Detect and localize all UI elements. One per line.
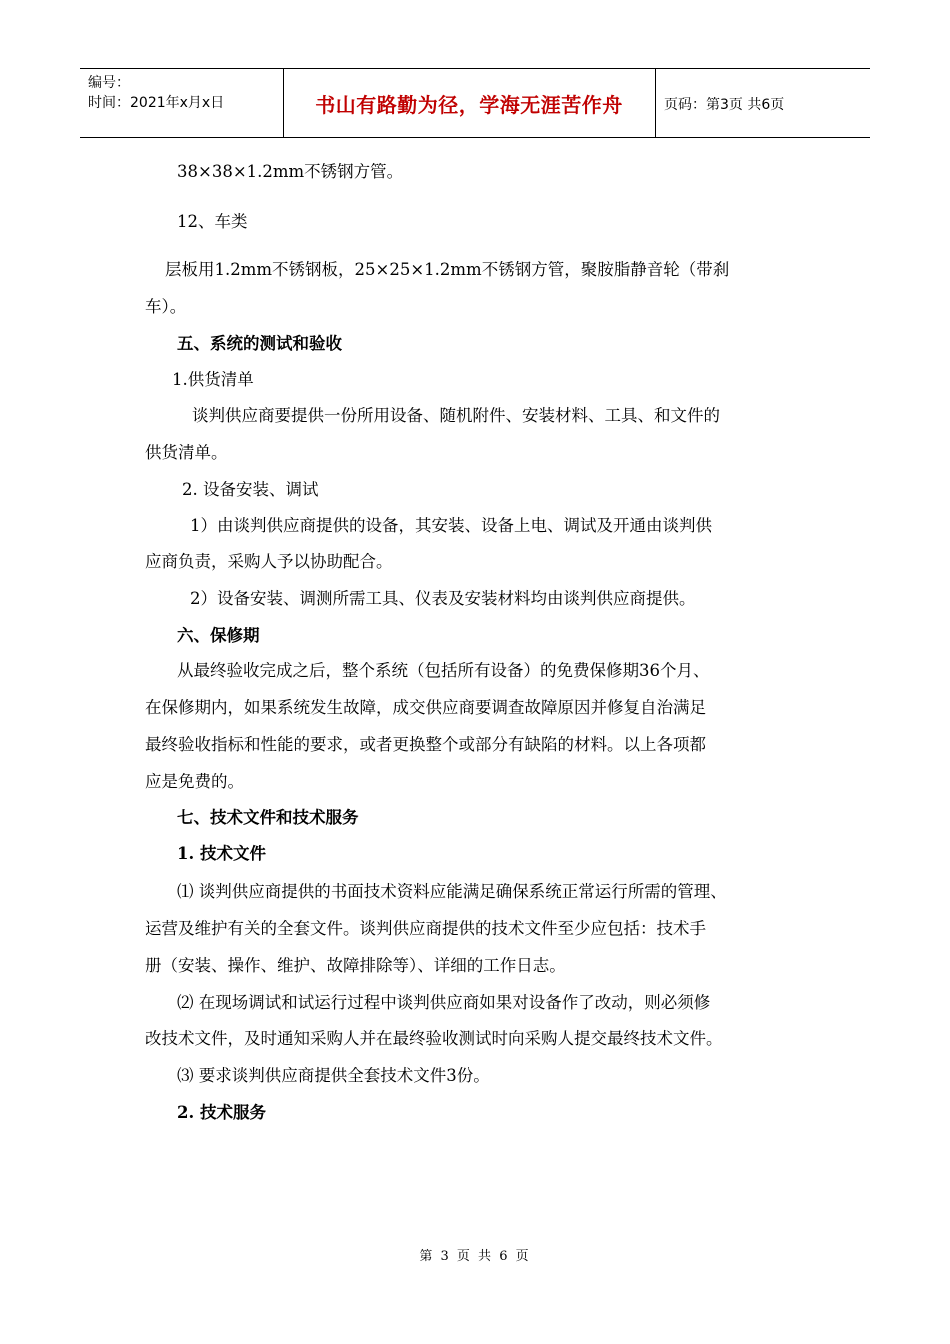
text-line: ⑶ 要求谈判供应商提供全套技术文件3份。 (177, 1066, 490, 1085)
section-heading: 七、技术文件和技术服务 (177, 808, 359, 827)
subsection-heading: 2. 技术服务 (177, 1103, 266, 1122)
header-meta (88, 73, 224, 113)
text-line: 层板用1.2mm不锈钢板，25×25×1.2mm不锈钢方管，聚胺脂静音轮（带刹 (165, 260, 730, 279)
text-line: ⑴ 谈判供应商提供的书面技术资料应能满足确保系统正常运行所需的管理、 (177, 882, 727, 901)
header-number: 编号： (88, 75, 130, 91)
text-line: 最终验收指标和性能的要求，或者更换整个或部分有缺陷的材料。以上各项都 (145, 735, 706, 754)
header-motto: 书山有路勤为径，学海无涯苦作舟 (315, 93, 623, 117)
subsection-heading: 2. 设备安装、调试 (182, 480, 319, 499)
text-line: 应是免费的。 (145, 772, 244, 791)
section-heading: 六、保修期 (177, 626, 260, 645)
header-time: 时间：2021年x月x日 (88, 95, 225, 111)
subsection-heading: 1.供货清单 (172, 370, 254, 389)
section-heading: 12、车类 (177, 212, 248, 231)
text-line: 应商负责，采购人予以协助配合。 (145, 552, 393, 571)
text-line: 册（安装、操作、维护、故障排除等）、详细的工作日志。 (145, 956, 566, 975)
header-divider (655, 69, 656, 137)
text-line: 从最终验收完成之后，整个系统（包括所有设备）的免费保修期36个月、 (177, 661, 710, 680)
header-page-info: 页码：第3页 共6页 (664, 97, 785, 113)
text-line: 38×38×1.2mm不锈钢方管。 (177, 162, 404, 181)
text-line: ⑵ 在现场调试和试运行过程中谈判供应商如果对设备作了改动，则必须修 (177, 993, 711, 1012)
text-line: 运营及维护有关的全套文件。谈判供应商提供的技术文件至少应包括：技术手 (145, 919, 706, 938)
page-header (80, 68, 870, 138)
section-heading: 五、系统的测试和验收 (177, 334, 342, 353)
text-line: 1）由谈判供应商提供的设备，其安装、设备上电、调试及开通由谈判供 (190, 516, 712, 535)
text-line: 在保修期内，如果系统发生故障，成交供应商要调查故障原因并修复自治满足 (145, 698, 706, 717)
text-line: 改技术文件，及时通知采购人并在最终验收测试时向采购人提交最终技术文件。 (145, 1029, 723, 1048)
subsection-heading: 1. 技术文件 (177, 844, 266, 863)
page-footer: 第 3 页 共 6 页 (419, 1249, 531, 1264)
text-line: 2）设备安装、调测所需工具、仪表及安装材料均由谈判供应商提供。 (190, 589, 696, 608)
text-line: 谈判供应商要提供一份所用设备、随机附件、安装材料、工具、和文件的 (192, 406, 720, 425)
text-line: 供货清单。 (145, 443, 228, 462)
text-line: 车）。 (145, 297, 187, 316)
